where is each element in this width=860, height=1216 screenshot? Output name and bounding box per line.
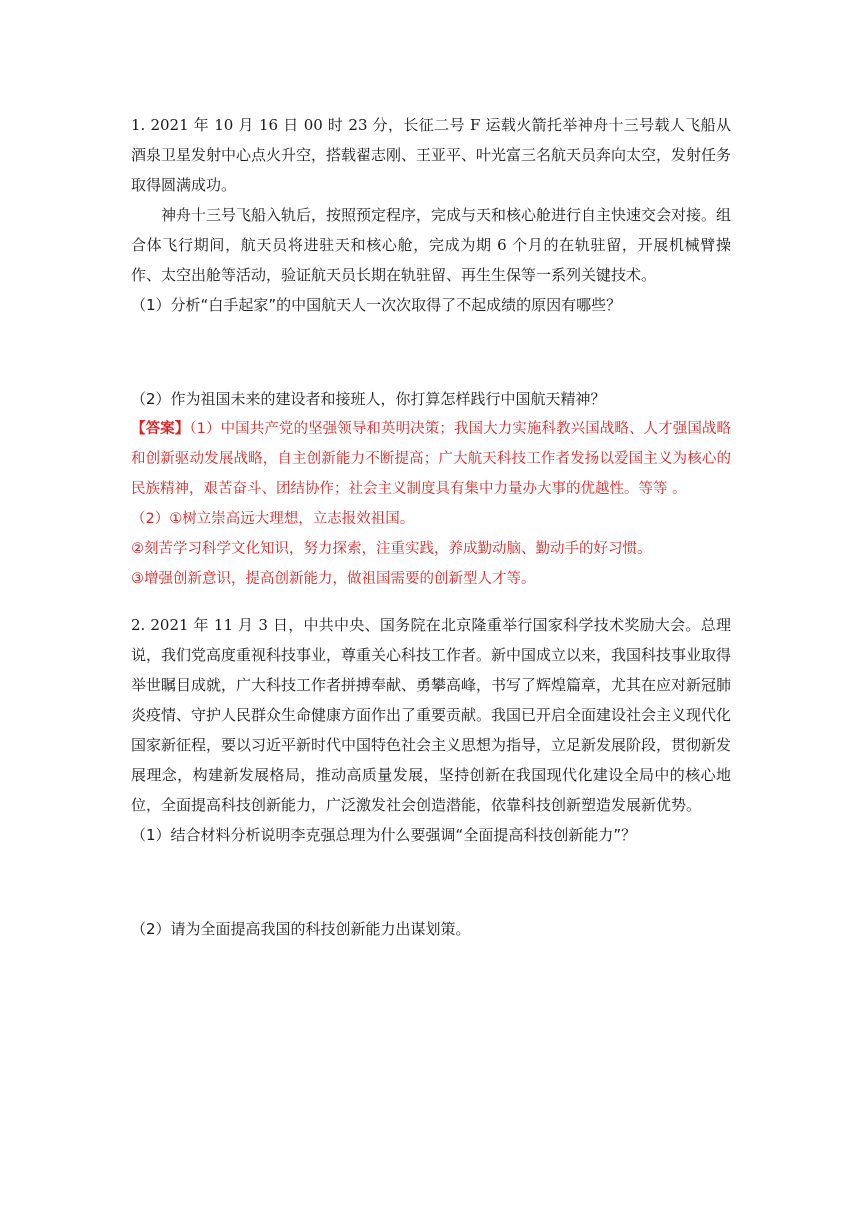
- answer-2b: ②刻苦学习科学文化知识，努力探索，注重实践，养成勤动脑、勤动手的好习惯。: [131, 541, 652, 557]
- question-2-sub-2: （2）请为全面提高我国的科技创新能力出谋划策。: [131, 920, 471, 938]
- document-page: [131, 110, 731, 944]
- answer-space: [131, 850, 731, 914]
- answer-2c: ③增强创新意识，提高创新能力，做祖国需要的创新型人才等。: [131, 571, 536, 587]
- question-1-material: 神舟十三号飞船入轨后，按照预定程序，完成与天和核心舱进行自主快速交会对接。组合体飞行期间，航天员将进驻天和核心舱，完成为期 6 个月的在轨驻留，开展机械臂操作、太空出舱等活动，验证航天员长期在轨驻留、再生生保等一系列关键技术。: [131, 206, 732, 284]
- section-gap: [131, 594, 731, 610]
- question-1-intro: 1. 2021 年 10 月 16 日 00 时 23 分，长征二号 F 运载火箭托举神舟十三号载人飞船从酒泉卫星发射中心点火升空，搭载翟志刚、王亚平、叶光富三名航天员奔向太空，发射任务取得圆满成功。: [131, 116, 732, 194]
- answer-space: [131, 320, 731, 384]
- question-2-sub-1: （1）结合材料分析说明李克强总理为什么要强调“全面提高科技创新能力”？: [131, 826, 637, 844]
- answer-tag: 【答案】: [131, 421, 190, 437]
- question-1-sub-2: （2）作为祖国未来的建设者和接班人，你打算怎样践行中国航天精神？: [131, 390, 606, 408]
- answer-2a: （2）①树立崇高远大理想，立志报效祖国。: [131, 511, 415, 527]
- question-1-sub-1: （1）分析“白手起家”的中国航天人一次次取得了不起成绩的原因有哪些？: [131, 296, 622, 314]
- question-2-intro: 2. 2021 年 11 月 3 日，中共中央、国务院在北京隆重举行国家科学技术奖励大会。总理说，我们党高度重视科技事业，尊重关心科技工作者。新中国成立以来，我国科技事业取得举世瞩目成就，广大科技工作者拼搏奉献、勇攀高峰，书写了辉煌篇章，尤其在应对新冠肺炎疫情、守护人民群众生命健康方面作出了重要贡献。我国已开启全面建设社会主义现代化国家新征程，要以习近平新时代中国特色社会主义思想为指导，立足新发展阶段，贯彻新发展理念，构建新发展格局，推动高质量发展，坚持创新在我国现代化建设全局中的核心地位，全面提高科技创新能力，广泛激发社会创造潜能，依靠科技创新塑造发展新优势。: [131, 616, 732, 814]
- answer-1-text: （1）中国共产党的坚强领导和英明决策；我国大力实施科教兴国战略、人才强国战略和创新驱动发展战略，自主创新能力不断提高；广大航天科技工作者发扬以爱国主义为核心的民族精神，艰苦奋斗、团结协作；社会主义制度具有集中力量办大事的优越性。等等 。: [131, 421, 731, 497]
- answer-block-1: [131, 414, 731, 504]
